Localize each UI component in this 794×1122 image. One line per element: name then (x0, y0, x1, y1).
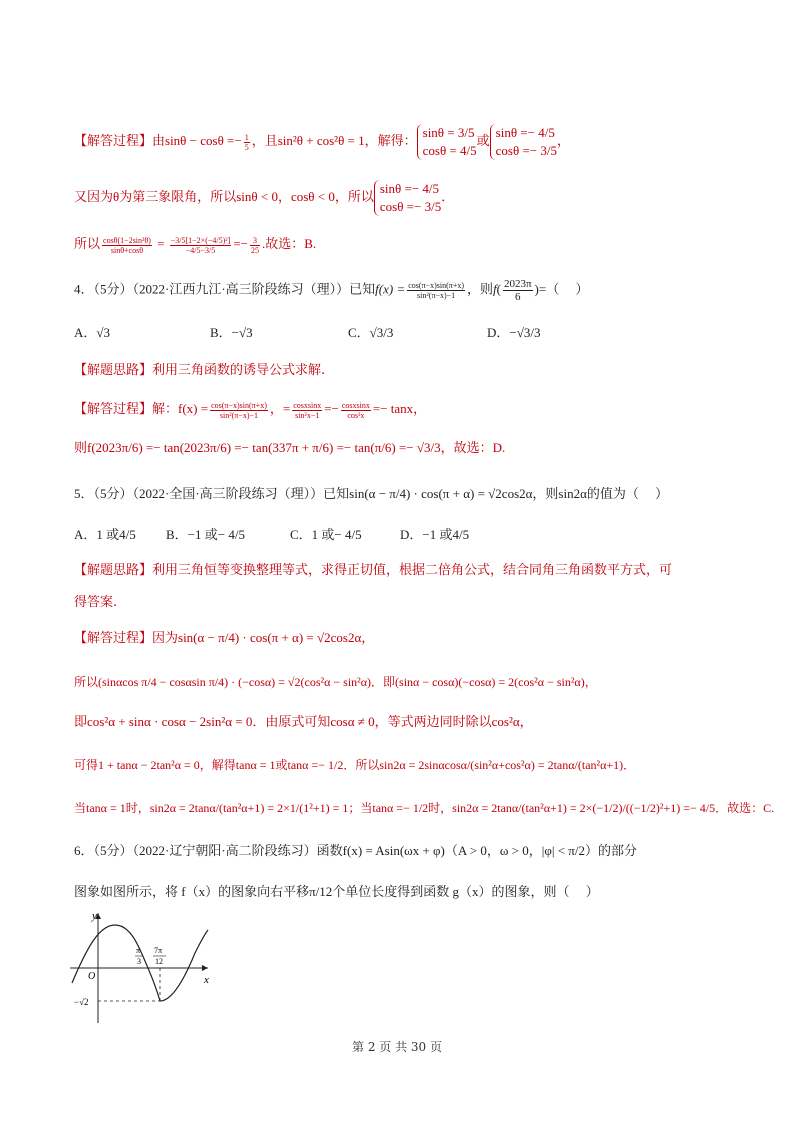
page-footer: 第 2 页 共 30 页 (352, 1040, 442, 1054)
solution-system-2: sinθ =− 4/5 cosθ =− 3/5 (490, 124, 557, 160)
q5-solution-line4: 可得1 + tanα − 2tan²α = 0，解得tanα = 1或tanα =− 1/2．所以sin2α = 2sinαcosα/(sin²α+cos²α) = 2tanα/(tan²α+1)． (74, 758, 636, 772)
question-5-stem: 5．（5分）（2022·全国·高三阶段练习（理））已知sin(α − π/4) · cos(π + α) = √2cos2α，则sin2α的值为（ ） (74, 486, 669, 501)
sine-graph (60, 905, 220, 1025)
question-6-stem-line1: 6．（5分）（2022·辽宁朝阳·高二阶段练习）函数f(x) = Asin(ωx + φ)（A > 0，ω > 0，|φ| < π/2）的部分 (74, 843, 637, 858)
solution-system-3: sinθ =− 4/5 cosθ =− 3/5 (374, 180, 441, 216)
q5-solution-line2: 所以(sinαcos π/4 − cosαsin π/4) · (−cosα) = √2(cos²α − sin²α)．即(sinα − cosα)(−cosα) = 2(cos²α − sin²α)， (74, 675, 597, 689)
tick-pi-3-num: π (136, 946, 141, 955)
x-axis-arrow (202, 965, 208, 971)
tick-7pi-12-num: 7π (154, 946, 163, 955)
tick-7pi-12-den: 12 (155, 957, 163, 966)
q5-option-a[interactable]: A．1 或4/5 (74, 527, 136, 542)
q4-option-b[interactable]: B．−√3 (210, 325, 253, 340)
q5-idea-line1: 【解题思路】利用三角恒等变换整理等式，求得正切值，根据二倍角公式，结合同角三角函数平方式，可 (74, 563, 673, 578)
answer-prev-line1: 【解答过程】由sinθ − cosθ =− $\frac{1}{5}$ ，且sin²θ + cos²θ = 1，解得： sinθ = 3/5 cosθ = 4/5 或 sinθ =− 4/5 cosθ =− 3/5 ， (74, 125, 571, 158)
answer-prev-line2: 又因为θ为第三象限角，所以sinθ < 0，cosθ < 0，所以 sinθ =− 4/5 cosθ =− 3/5 ． (74, 181, 455, 214)
answer-tag: 【解答过程】 (74, 132, 153, 148)
q4-option-c[interactable]: C．√3/3 (348, 325, 394, 340)
origin-label: O (88, 971, 96, 982)
q5-option-c[interactable]: C．1 或− 4/5 (290, 527, 362, 542)
ymin-label: −√2 (74, 997, 89, 1007)
y-label: y (92, 910, 97, 922)
q4-option-a[interactable]: A．√3 (74, 325, 111, 340)
q4-solution-line2: 则f(2023π/6) =− tan(2023π/6) =− tan(337π + π/6) =− tan(π/6) =− √3/3，故选：D. (74, 440, 506, 455)
tick-pi-3-den: 3 (137, 957, 141, 966)
q5-solution-line3: 即cos²α + sinα · cosα − 2sin²α = 0．由原式可知cosα ≠ 0，等式两边同时除以cos²α， (74, 714, 533, 729)
q5-option-b[interactable]: B．−1 或− 4/5 (166, 527, 245, 542)
q4-solution-line1: 【解答过程】解：f(x) = $\frac{\cos(\pi-x)\sin(\pi+x)}{\text{sin²(π−x)−1}}$ ，= $\frac{\text{cosxsinx}}{\text{sin²x−1}}$ =− $\frac{\text{cosxsinx}}{\text{cos²x}}$ =− tanx， (74, 400, 427, 420)
solution-system-1: sinθ = 3/5 cosθ = 4/5 (417, 124, 477, 160)
q5-option-d[interactable]: D．−1 或4/5 (400, 527, 470, 542)
answer-prev-line3: 所以 $\frac{\text{cosθ(1−2sin²θ)}}{\sin\theta+\cos\theta}$ = $\frac{\text{−3/5[1−2×(−4/5)²]}}{-4/5-3/5}$ =− $\frac{3}{25}$ .故选：B. (74, 235, 317, 255)
q5-idea-line2: 得答案. (74, 595, 118, 610)
question-4-stem: 4．（5分）（2022·江西九江·高三阶段练习（理））已知f(x) = $\frac{\cos(\pi-x)\sin(\pi+x)}{\text{sin²(π−x)−1}}$ ，则f( $\frac{2023\pi}{6}$ )=（ ） (74, 278, 589, 303)
q5-solution-line1: 【解答过程】因为sin(α − π/4) · cos(π + α) = √2cos2α， (74, 630, 375, 645)
q4-option-d[interactable]: D．−√3/3 (487, 325, 541, 340)
q4-idea: 【解题思路】利用三角函数的诱导公式求解. (74, 363, 326, 378)
q5-solution-line5: 当tanα = 1时，sin2α = 2tanα/(tan²α+1) = 2×1/(1²+1) = 1；当tanα =− 1/2时，sin2α = 2tanα/(tan²α+1) = 2×(−1/2)/((−1/2)²+1) =− 4/5．故选：C. (74, 801, 775, 815)
question-6-stem-line2: 图象如图所示，将 f（x）的图象向右平移π/12个单位长度得到函数 g（x）的图象，则（ ） (74, 884, 599, 899)
x-label: x (204, 974, 209, 986)
